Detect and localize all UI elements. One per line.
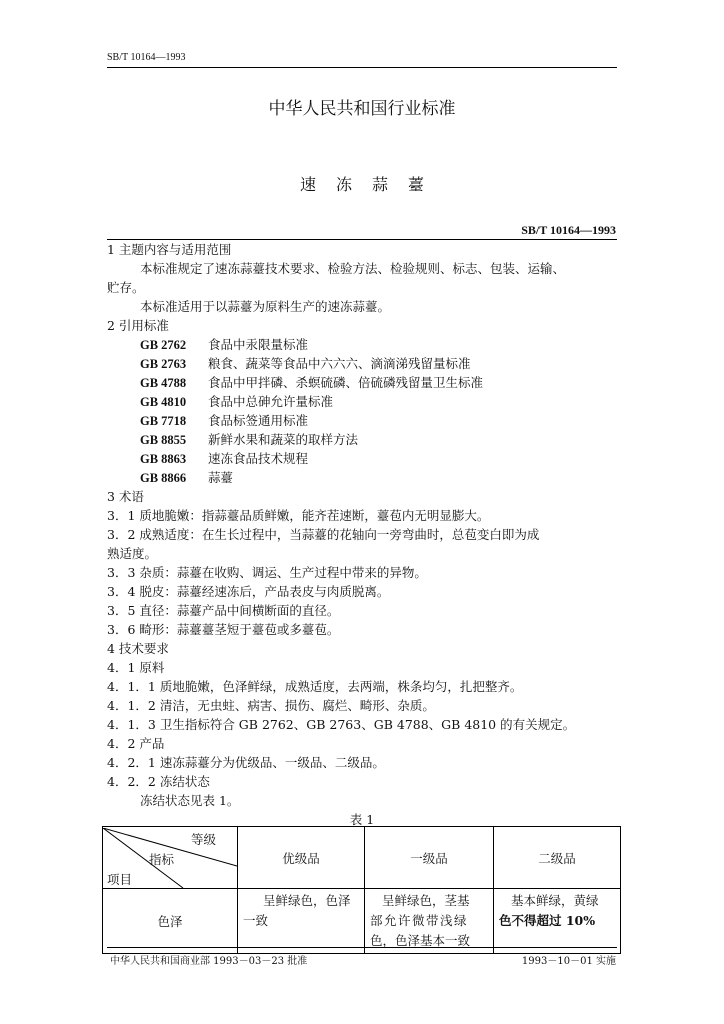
clause-4-2-1: 4．2．1 速冻蒜薹分为优级品、一级品、二级品。 [107,755,385,770]
col-second: 二级品 [494,827,621,889]
doc-code: SB/T 10164—1993 [521,223,616,237]
first-color-line1: 呈鲜绿色，茎基 [382,893,470,908]
term-3-2a: 3．2 成熟适度：在生长过程中，当蒜薹的花轴向一旁弯曲时，总苞变白即为成 [107,527,540,542]
ref-code: GB 8855 [140,433,187,447]
ref-code: GB 4788 [140,376,187,390]
header-indicator: 指标 [149,851,175,867]
ref-item [140,355,652,373]
first-color-line2: 部允许微带浅绿 [370,913,469,928]
ref-item [140,336,652,354]
code-rule [107,239,617,240]
ref-name: 粮食、蔬菜等食品中六六六、滴滴涕残留量标准 [208,356,471,371]
clause-4-1: 4．1 原料 [107,660,165,675]
ref-code: GB 4810 [140,395,187,409]
table-1 [102,826,621,954]
second-color-line1: 基本鲜绿，黄绿 [511,893,599,908]
ref-item [140,450,652,468]
s1-para1a: 本标准规定了速冻蒜薹技术要求、检验方法、检验规则、标志、包装、运输、 [140,261,566,276]
section-4-title: 4 技术要求 [107,641,169,656]
term-3-3: 3．3 杂质：蒜薹在收购、调运、生产过程中带来的异物。 [107,565,427,580]
page-title: 速冻蒜薹 [299,175,444,194]
s1-para1b: 贮存。 [107,280,145,295]
cell-premium-color [238,889,365,954]
header-std-code: SB/T 10164—1993 [107,52,186,63]
term-3-6: 3．6 畸形：蒜薹薹茎短于薹苞或多薹苞。 [107,622,340,637]
ref-item [140,393,652,411]
table-caption: 表 1 [349,812,375,827]
table-corner-cell [103,827,238,889]
ref-item [140,431,652,449]
clause-4-1-1: 4．1．1 质地脆嫩，色泽鲜绿，成熟适度，去两端，株条均匀，扎把整齐。 [107,679,523,694]
cell-first-color [365,889,494,954]
ref-name: 新鲜水果和蔬菜的取样方法 [208,432,359,447]
premium-color-line1: 呈鲜绿色，色泽 [263,893,351,908]
footer-rule [107,947,617,948]
term-3-4: 3．4 脱皮：蒜薹经速冻后，产品表皮与肉质脱离。 [107,584,390,599]
header-item: 项目 [107,871,133,887]
section-3-title: 3 术语 [107,489,144,504]
col-premium: 优级品 [238,827,365,889]
col-first: 一级品 [365,827,494,889]
cell-second-color [494,889,621,954]
ref-item [140,469,652,487]
clause-4-1-2: 4．1．2 清洁，无虫蛀、病害、损伤、腐烂、畸形、杂质。 [107,698,435,713]
ref-code: GB 2762 [140,338,187,352]
ref-name: 蒜薹 [208,470,234,485]
ref-item [140,374,652,392]
header-grade: 等级 [191,831,217,847]
term-3-5: 3．5 直径：蒜薹产品中间横断面的直径。 [107,603,340,618]
footer-approved: 中华人民共和国商业部 1993－03－23 批准 [110,956,308,967]
ref-name: 食品中甲拌磷、杀螟硫磷、倍硫磷残留量卫生标准 [208,375,484,390]
footer-effective: 1993－10－01 实施 [521,956,616,967]
ref-name: 食品中汞限量标准 [208,337,309,352]
term-3-2b: 熟适度。 [107,546,158,561]
ref-code: GB 8866 [140,471,187,485]
ref-code: GB 2763 [140,357,187,371]
clause-4-2: 4．2 产品 [107,736,165,751]
clause-4-2-2-para: 冻结状态见表 1。 [140,793,240,808]
first-color-line3: 色，色泽基本一致 [370,933,471,948]
ref-item [140,412,652,430]
s1-para2: 本标准适用于以蒜薹为原料生产的速冻蒜薹。 [140,299,391,314]
premium-color-line2: 一致 [243,913,269,928]
section-1-title: 1 主题内容与适用范围 [107,242,232,257]
clause-4-1-3: 4．1．3 卫生指标符合 GB 2762、GB 2763、GB 4788、GB 4810 的有关规定。 [107,717,576,732]
term-3-1: 3．1 质地脆嫩：指蒜薹品质鲜嫩，能齐茬速断，薹苞内无明显膨大。 [107,508,490,523]
ref-name: 速冻食品技术规程 [208,451,309,466]
ref-name: 食品中总砷允许量标准 [208,394,334,409]
ref-code: GB 7718 [140,414,187,428]
org-title: 中华人民共和国行业标准 [268,99,456,119]
header-rule [107,67,617,68]
second-color-line2: 色不得超过 10% [499,913,596,928]
ref-name: 食品标签通用标准 [208,413,309,428]
ref-code: GB 8863 [140,452,187,466]
row-color-label: 色泽 [103,889,238,954]
section-2-title: 2 引用标准 [107,318,169,333]
clause-4-2-2: 4．2．2 冻结状态 [107,774,210,789]
